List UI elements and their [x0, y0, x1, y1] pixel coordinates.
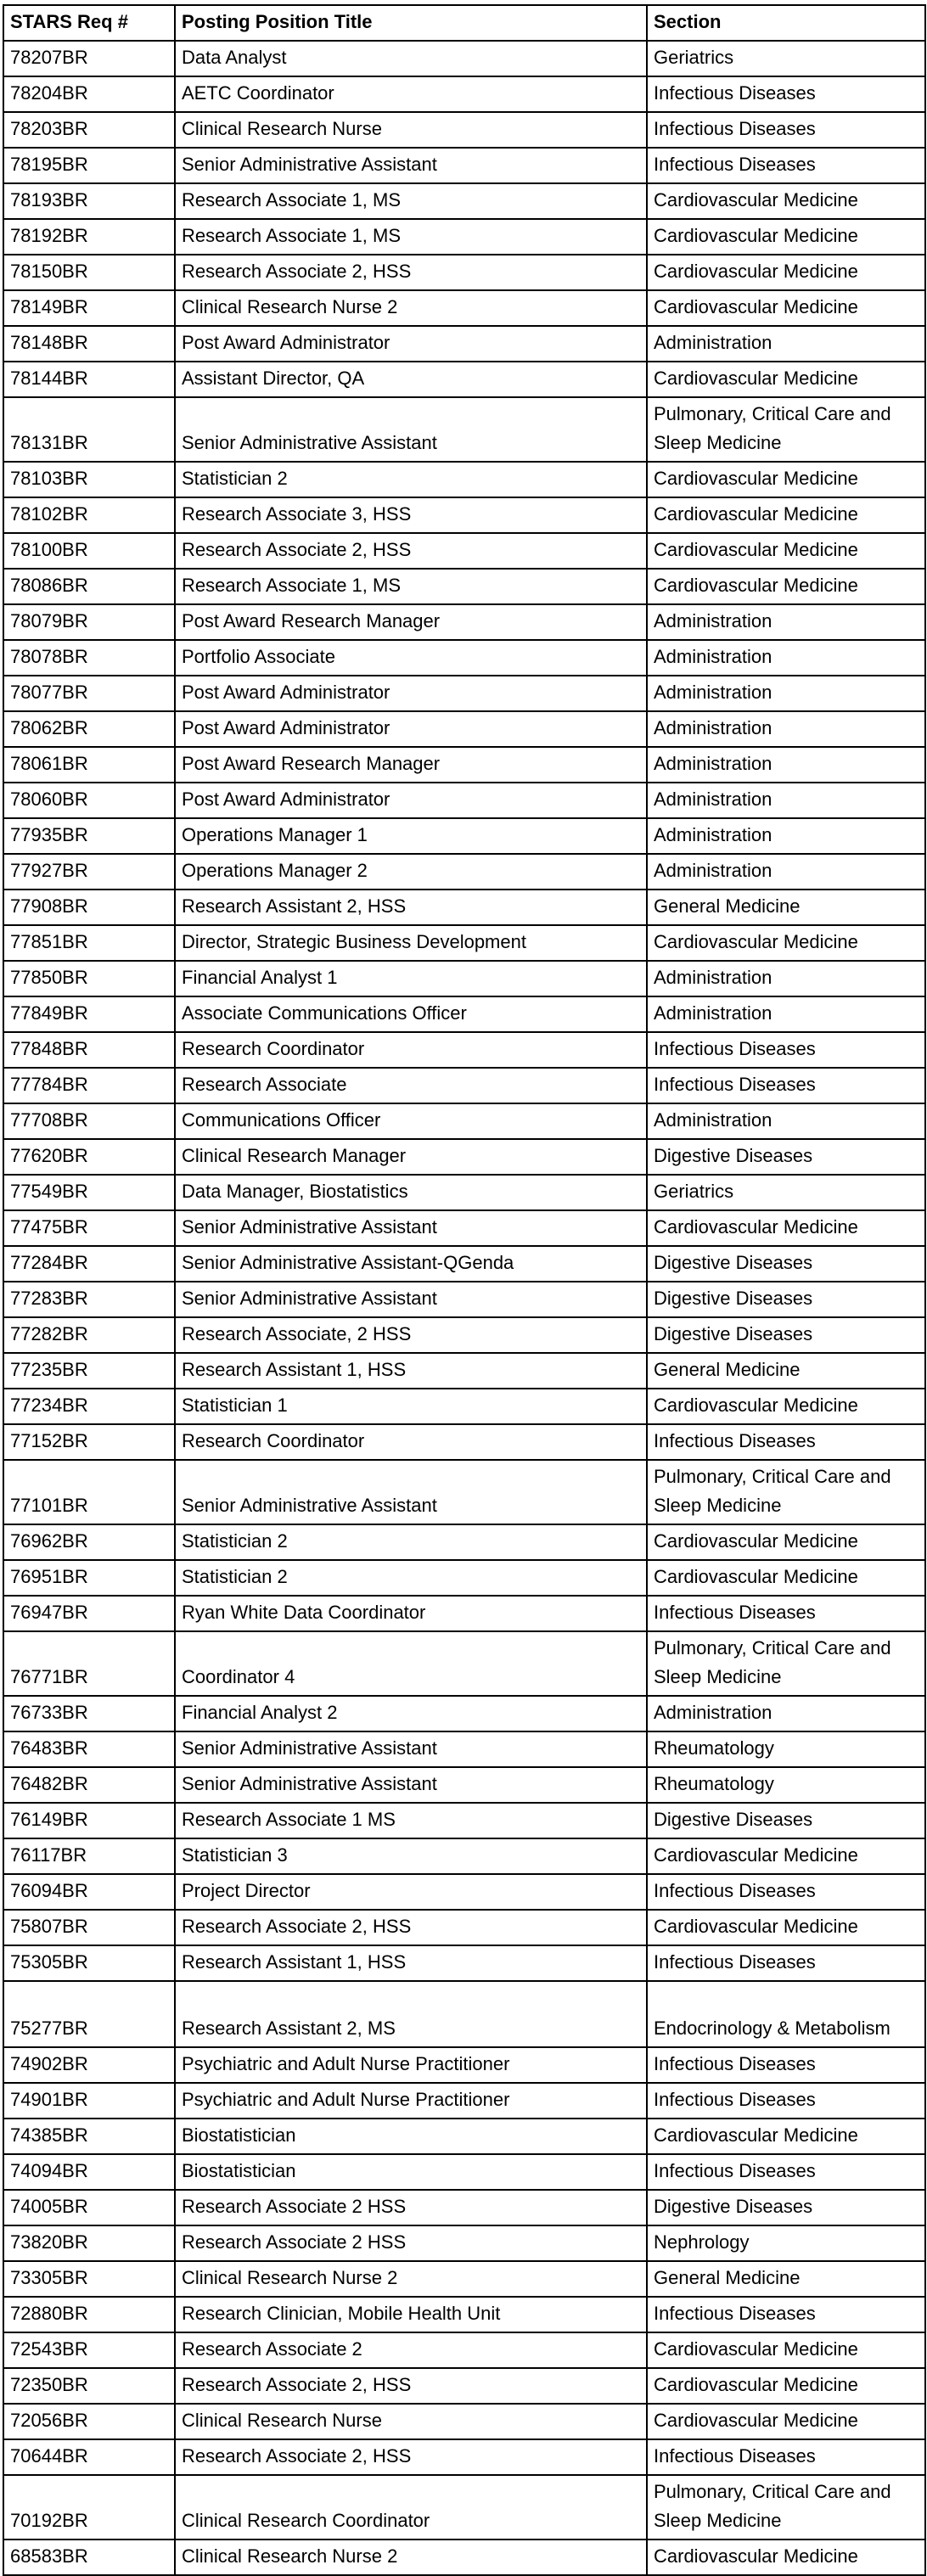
table-row: [3, 1139, 925, 1175]
title-cell: Clinical Research Nurse: [175, 112, 647, 148]
section-cell: Administration: [647, 711, 925, 747]
title-cell: Research Associate 2, HSS: [175, 2368, 647, 2404]
section-cell: Digestive Diseases: [647, 1282, 925, 1317]
title-cell: Research Associate 3, HSS: [175, 497, 647, 533]
title-cell: Senior Administrative Assistant: [175, 1282, 647, 1317]
table-row: [3, 219, 925, 255]
table-row: [3, 112, 925, 148]
req-cell: 77849BR: [3, 996, 175, 1032]
section-cell: Cardiovascular Medicine: [647, 1838, 925, 1874]
table-row: [3, 2540, 925, 2575]
table-row: [3, 2439, 925, 2475]
title-cell: Research Associate 2 HSS: [175, 2225, 647, 2261]
section-cell: Cardiovascular Medicine: [647, 1910, 925, 1945]
table-row: [3, 148, 925, 183]
section-cell: Cardiovascular Medicine: [647, 183, 925, 219]
table-row: [3, 326, 925, 362]
section-cell: Nephrology: [647, 2225, 925, 2261]
table-row: [3, 2297, 925, 2332]
section-cell: Cardiovascular Medicine: [647, 2368, 925, 2404]
req-cell: 73820BR: [3, 2225, 175, 2261]
table-row: [3, 497, 925, 533]
section-cell: Cardiovascular Medicine: [647, 2119, 925, 2154]
title-cell: Research Coordinator: [175, 1424, 647, 1460]
req-cell: 77101BR: [3, 1460, 175, 1524]
section-cell: Administration: [647, 640, 925, 676]
title-cell: Data Analyst: [175, 41, 647, 76]
table-row: [3, 2154, 925, 2190]
title-cell: Ryan White Data Coordinator: [175, 1596, 647, 1631]
table-row: [3, 961, 925, 996]
title-cell: Clinical Research Nurse 2: [175, 2540, 647, 2575]
title-cell: Post Award Administrator: [175, 676, 647, 711]
req-cell: 75305BR: [3, 1945, 175, 1981]
req-cell: 75277BR: [3, 1981, 175, 2047]
req-cell: 76094BR: [3, 1874, 175, 1910]
req-cell: 78100BR: [3, 533, 175, 569]
req-cell: 74385BR: [3, 2119, 175, 2154]
req-cell: 78193BR: [3, 183, 175, 219]
section-cell: Administration: [647, 783, 925, 818]
section-cell: General Medicine: [647, 1353, 925, 1389]
title-cell: Post Award Administrator: [175, 326, 647, 362]
column-header-title: Posting Position Title: [175, 5, 647, 41]
section-cell: Digestive Diseases: [647, 1803, 925, 1838]
table-row: [3, 290, 925, 326]
req-cell: 72543BR: [3, 2332, 175, 2368]
table-row: [3, 76, 925, 112]
title-cell: Senior Administrative Assistant: [175, 1210, 647, 1246]
section-cell: Administration: [647, 818, 925, 854]
table-row: [3, 2261, 925, 2297]
section-cell: Pulmonary, Critical Care and Sleep Medicine: [647, 1460, 925, 1524]
title-cell: Post Award Administrator: [175, 711, 647, 747]
title-cell: Research Associate 1 MS: [175, 1803, 647, 1838]
section-cell: Digestive Diseases: [647, 1317, 925, 1353]
title-cell: Clinical Research Manager: [175, 1139, 647, 1175]
title-cell: Statistician 1: [175, 1389, 647, 1424]
req-cell: 72350BR: [3, 2368, 175, 2404]
title-cell: Post Award Research Manager: [175, 604, 647, 640]
title-cell: Portfolio Associate: [175, 640, 647, 676]
req-cell: 76149BR: [3, 1803, 175, 1838]
title-cell: Financial Analyst 1: [175, 961, 647, 996]
req-cell: 77475BR: [3, 1210, 175, 1246]
table-row: [3, 604, 925, 640]
table-row: [3, 640, 925, 676]
section-cell: Administration: [647, 676, 925, 711]
table-row: [3, 2368, 925, 2404]
req-cell: 76962BR: [3, 1524, 175, 1560]
table-row: [3, 1874, 925, 1910]
section-cell: Administration: [647, 1696, 925, 1731]
table-row: [3, 1631, 925, 1696]
title-cell: AETC Coordinator: [175, 76, 647, 112]
req-cell: 77235BR: [3, 1353, 175, 1389]
table-row: [3, 255, 925, 290]
section-cell: Cardiovascular Medicine: [647, 219, 925, 255]
section-cell: Infectious Diseases: [647, 148, 925, 183]
table-row: [3, 1353, 925, 1389]
req-cell: 74902BR: [3, 2047, 175, 2083]
section-cell: Infectious Diseases: [647, 1032, 925, 1068]
title-cell: Clinical Research Nurse 2: [175, 290, 647, 326]
req-cell: 77927BR: [3, 854, 175, 890]
req-cell: 76947BR: [3, 1596, 175, 1631]
req-cell: 76771BR: [3, 1631, 175, 1696]
section-cell: Infectious Diseases: [647, 1874, 925, 1910]
section-cell: Infectious Diseases: [647, 2047, 925, 2083]
req-cell: 75807BR: [3, 1910, 175, 1945]
section-cell: Cardiovascular Medicine: [647, 1210, 925, 1246]
req-cell: 77848BR: [3, 1032, 175, 1068]
req-cell: 76482BR: [3, 1767, 175, 1803]
section-cell: Endocrinology & Metabolism: [647, 1981, 925, 2047]
title-cell: Research Associate 2: [175, 2332, 647, 2368]
req-cell: 77283BR: [3, 1282, 175, 1317]
table-row: [3, 854, 925, 890]
header-row: [3, 5, 925, 41]
table-row: [3, 462, 925, 497]
table-row: [3, 569, 925, 604]
title-cell: Senior Administrative Assistant: [175, 1767, 647, 1803]
title-cell: Post Award Administrator: [175, 783, 647, 818]
title-cell: Statistician 2: [175, 1560, 647, 1596]
table-row: [3, 1424, 925, 1460]
table-row: [3, 783, 925, 818]
title-cell: Research Assistant 2, MS: [175, 1981, 647, 2047]
table-row: [3, 890, 925, 925]
title-cell: Statistician 3: [175, 1838, 647, 1874]
req-cell: 78102BR: [3, 497, 175, 533]
title-cell: Operations Manager 2: [175, 854, 647, 890]
section-cell: Infectious Diseases: [647, 1596, 925, 1631]
table-row: [3, 1803, 925, 1838]
title-cell: Statistician 2: [175, 462, 647, 497]
table-row: [3, 1210, 925, 1246]
table-row: [3, 1389, 925, 1424]
table-row: [3, 1282, 925, 1317]
table-row: [3, 2190, 925, 2225]
table-row: [3, 1945, 925, 1981]
section-cell: Cardiovascular Medicine: [647, 1524, 925, 1560]
title-cell: Senior Administrative Assistant: [175, 1731, 647, 1767]
title-cell: Post Award Research Manager: [175, 747, 647, 783]
section-cell: Rheumatology: [647, 1731, 925, 1767]
section-cell: Infectious Diseases: [647, 2439, 925, 2475]
table-row: [3, 183, 925, 219]
req-cell: 74094BR: [3, 2154, 175, 2190]
title-cell: Communications Officer: [175, 1103, 647, 1139]
req-cell: 74005BR: [3, 2190, 175, 2225]
section-cell: Infectious Diseases: [647, 112, 925, 148]
section-cell: Digestive Diseases: [647, 2190, 925, 2225]
req-cell: 78150BR: [3, 255, 175, 290]
section-cell: Geriatrics: [647, 1175, 925, 1210]
title-cell: Operations Manager 1: [175, 818, 647, 854]
table-row: [3, 1068, 925, 1103]
req-cell: 77908BR: [3, 890, 175, 925]
section-cell: Cardiovascular Medicine: [647, 925, 925, 961]
table-row: [3, 1596, 925, 1631]
table-row: [3, 1838, 925, 1874]
table-body: [3, 41, 925, 2575]
section-cell: Infectious Diseases: [647, 76, 925, 112]
table-row: [3, 41, 925, 76]
section-cell: Infectious Diseases: [647, 1424, 925, 1460]
title-cell: Clinical Research Nurse: [175, 2404, 647, 2439]
table-row: [3, 1524, 925, 1560]
table-row: [3, 996, 925, 1032]
section-cell: Administration: [647, 747, 925, 783]
title-cell: Research Assistant 1, HSS: [175, 1353, 647, 1389]
section-cell: Cardiovascular Medicine: [647, 2404, 925, 2439]
section-cell: Infectious Diseases: [647, 2154, 925, 2190]
section-cell: Pulmonary, Critical Care and Sleep Medicine: [647, 397, 925, 462]
table-row: [3, 533, 925, 569]
title-cell: Biostatistician: [175, 2119, 647, 2154]
section-cell: Administration: [647, 326, 925, 362]
table-row: [3, 1175, 925, 1210]
req-cell: 72056BR: [3, 2404, 175, 2439]
table-row: [3, 1032, 925, 1068]
req-cell: 78103BR: [3, 462, 175, 497]
table-row: [3, 397, 925, 462]
section-cell: Cardiovascular Medicine: [647, 533, 925, 569]
title-cell: Research Associate, 2 HSS: [175, 1317, 647, 1353]
section-cell: Cardiovascular Medicine: [647, 2540, 925, 2575]
section-cell: Pulmonary, Critical Care and Sleep Medicine: [647, 2475, 925, 2540]
title-cell: Data Manager, Biostatistics: [175, 1175, 647, 1210]
table-row: [3, 711, 925, 747]
column-header-section: Section: [647, 5, 925, 41]
table-row: [3, 2083, 925, 2119]
req-cell: 78192BR: [3, 219, 175, 255]
req-cell: 77549BR: [3, 1175, 175, 1210]
title-cell: Research Associate 1, MS: [175, 219, 647, 255]
req-cell: 78148BR: [3, 326, 175, 362]
table-row: [3, 1767, 925, 1803]
req-cell: 77784BR: [3, 1068, 175, 1103]
title-cell: Research Associate 1, MS: [175, 569, 647, 604]
req-cell: 76951BR: [3, 1560, 175, 1596]
section-cell: Cardiovascular Medicine: [647, 290, 925, 326]
title-cell: Clinical Research Coordinator: [175, 2475, 647, 2540]
section-cell: Cardiovascular Medicine: [647, 462, 925, 497]
section-cell: Geriatrics: [647, 41, 925, 76]
title-cell: Research Associate 1, MS: [175, 183, 647, 219]
title-cell: Psychiatric and Adult Nurse Practitioner: [175, 2047, 647, 2083]
table-row: [3, 1317, 925, 1353]
section-cell: General Medicine: [647, 890, 925, 925]
table-row: [3, 1103, 925, 1139]
section-cell: Cardiovascular Medicine: [647, 2332, 925, 2368]
req-cell: 78195BR: [3, 148, 175, 183]
req-cell: 78078BR: [3, 640, 175, 676]
title-cell: Assistant Director, QA: [175, 362, 647, 397]
title-cell: Senior Administrative Assistant: [175, 148, 647, 183]
title-cell: Senior Administrative Assistant: [175, 1460, 647, 1524]
table-row: [3, 2047, 925, 2083]
section-cell: Infectious Diseases: [647, 2297, 925, 2332]
req-cell: 77851BR: [3, 925, 175, 961]
section-cell: Digestive Diseases: [647, 1139, 925, 1175]
table-row: [3, 2475, 925, 2540]
req-cell: 76117BR: [3, 1838, 175, 1874]
table-row: [3, 2332, 925, 2368]
table-row: [3, 747, 925, 783]
title-cell: Research Assistant 2, HSS: [175, 890, 647, 925]
table-row: [3, 818, 925, 854]
table-row: [3, 1910, 925, 1945]
title-cell: Biostatistician: [175, 2154, 647, 2190]
title-cell: Research Associate 2, HSS: [175, 533, 647, 569]
section-cell: Administration: [647, 961, 925, 996]
table-row: [3, 1460, 925, 1524]
section-cell: Pulmonary, Critical Care and Sleep Medicine: [647, 1631, 925, 1696]
table-row: [3, 1246, 925, 1282]
req-cell: 77152BR: [3, 1424, 175, 1460]
section-cell: Infectious Diseases: [647, 2083, 925, 2119]
title-cell: Research Associate 2 HSS: [175, 2190, 647, 2225]
req-cell: 77935BR: [3, 818, 175, 854]
req-cell: 72880BR: [3, 2297, 175, 2332]
req-cell: 76733BR: [3, 1696, 175, 1731]
title-cell: Research Associate 2, HSS: [175, 255, 647, 290]
table-row: [3, 1696, 925, 1731]
req-cell: 77620BR: [3, 1139, 175, 1175]
req-cell: 78131BR: [3, 397, 175, 462]
section-cell: General Medicine: [647, 2261, 925, 2297]
table-row: [3, 362, 925, 397]
section-cell: Cardiovascular Medicine: [647, 569, 925, 604]
title-cell: Coordinator 4: [175, 1631, 647, 1696]
req-cell: 77284BR: [3, 1246, 175, 1282]
table-row: [3, 676, 925, 711]
title-cell: Research Clinician, Mobile Health Unit: [175, 2297, 647, 2332]
section-cell: Cardiovascular Medicine: [647, 497, 925, 533]
req-cell: 78204BR: [3, 76, 175, 112]
title-cell: Psychiatric and Adult Nurse Practitioner: [175, 2083, 647, 2119]
req-cell: 70192BR: [3, 2475, 175, 2540]
req-cell: 78077BR: [3, 676, 175, 711]
title-cell: Project Director: [175, 1874, 647, 1910]
job-postings-table: [3, 4, 926, 2576]
req-cell: 78203BR: [3, 112, 175, 148]
table-row: [3, 1560, 925, 1596]
req-cell: 78144BR: [3, 362, 175, 397]
table-row: [3, 2225, 925, 2261]
req-cell: 78086BR: [3, 569, 175, 604]
table-row: [3, 1981, 925, 2047]
table-row: [3, 1731, 925, 1767]
section-cell: Administration: [647, 854, 925, 890]
title-cell: Senior Administrative Assistant-QGenda: [175, 1246, 647, 1282]
title-cell: Research Associate: [175, 1068, 647, 1103]
section-cell: Cardiovascular Medicine: [647, 1389, 925, 1424]
title-cell: Research Associate 2, HSS: [175, 1910, 647, 1945]
title-cell: Research Associate 2, HSS: [175, 2439, 647, 2475]
section-cell: Administration: [647, 996, 925, 1032]
req-cell: 77850BR: [3, 961, 175, 996]
section-cell: Administration: [647, 604, 925, 640]
section-cell: Cardiovascular Medicine: [647, 255, 925, 290]
req-cell: 76483BR: [3, 1731, 175, 1767]
req-cell: 77282BR: [3, 1317, 175, 1353]
column-header-req: STARS Req #: [3, 5, 175, 41]
table-row: [3, 2119, 925, 2154]
req-cell: 78079BR: [3, 604, 175, 640]
req-cell: 74901BR: [3, 2083, 175, 2119]
table-row: [3, 2404, 925, 2439]
req-cell: 78149BR: [3, 290, 175, 326]
req-cell: 68583BR: [3, 2540, 175, 2575]
title-cell: Director, Strategic Business Development: [175, 925, 647, 961]
section-cell: Cardiovascular Medicine: [647, 362, 925, 397]
section-cell: Infectious Diseases: [647, 1945, 925, 1981]
req-cell: 78207BR: [3, 41, 175, 76]
title-cell: Financial Analyst 2: [175, 1696, 647, 1731]
req-cell: 78062BR: [3, 711, 175, 747]
title-cell: Associate Communications Officer: [175, 996, 647, 1032]
table-row: [3, 925, 925, 961]
req-cell: 78061BR: [3, 747, 175, 783]
req-cell: 77234BR: [3, 1389, 175, 1424]
title-cell: Senior Administrative Assistant: [175, 397, 647, 462]
section-cell: Digestive Diseases: [647, 1246, 925, 1282]
req-cell: 77708BR: [3, 1103, 175, 1139]
section-cell: Cardiovascular Medicine: [647, 1560, 925, 1596]
title-cell: Clinical Research Nurse 2: [175, 2261, 647, 2297]
title-cell: Research Coordinator: [175, 1032, 647, 1068]
section-cell: Rheumatology: [647, 1767, 925, 1803]
title-cell: Research Assistant 1, HSS: [175, 1945, 647, 1981]
section-cell: Administration: [647, 1103, 925, 1139]
section-cell: Infectious Diseases: [647, 1068, 925, 1103]
title-cell: Statistician 2: [175, 1524, 647, 1560]
req-cell: 78060BR: [3, 783, 175, 818]
req-cell: 73305BR: [3, 2261, 175, 2297]
req-cell: 70644BR: [3, 2439, 175, 2475]
